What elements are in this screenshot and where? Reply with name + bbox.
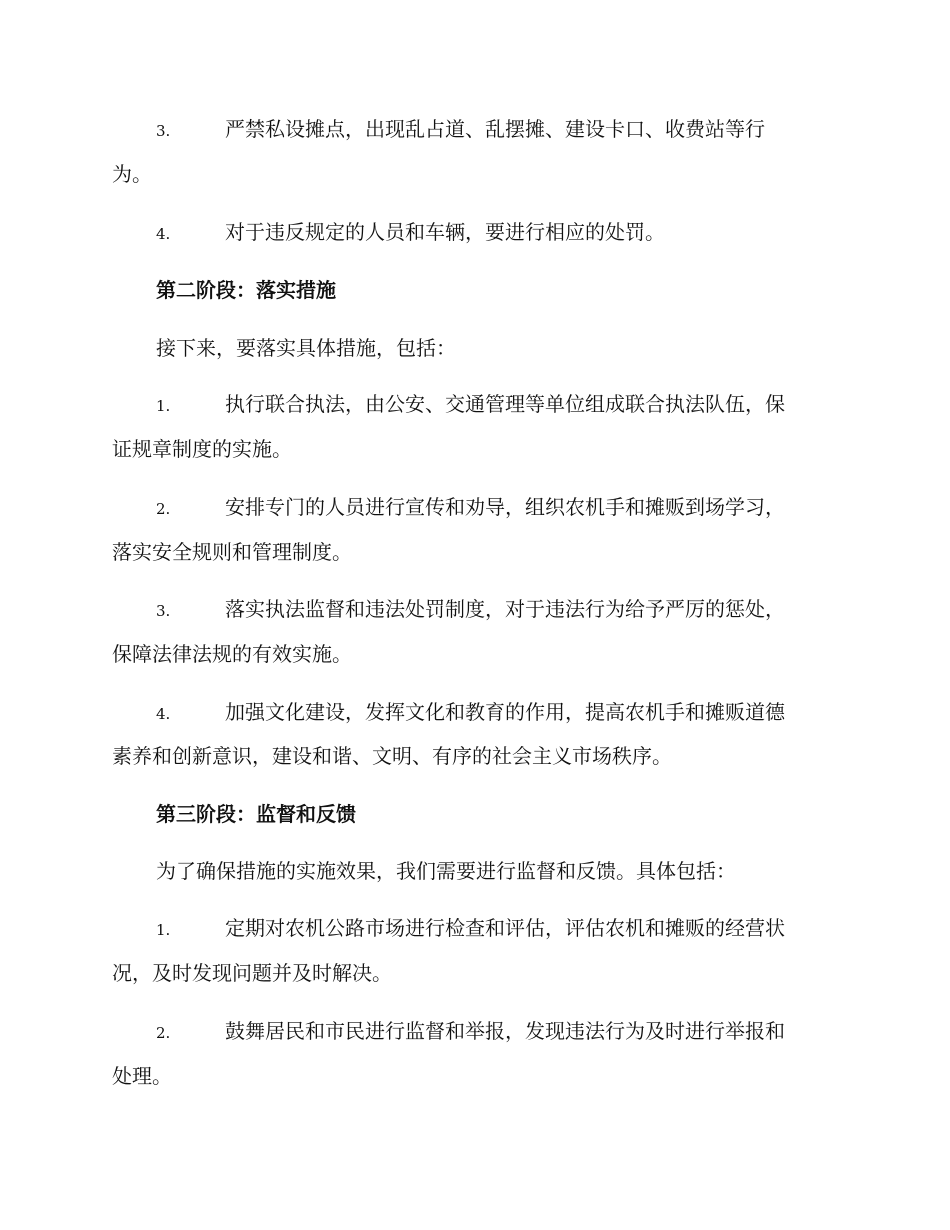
list-item-continuation: 落实安全规则和管理制度。 <box>112 540 352 564</box>
list-text: 安排专门的人员进行宣传和劝导，组织农机手和摊贩到场学习， <box>225 495 785 519</box>
paragraph: 为了确保措施的实施效果，我们需要进行监督和反馈。具体包括： <box>156 859 736 883</box>
list-text: 鼓舞居民和市民进行监督和举报，发现违法行为及时进行举报和 <box>225 1019 785 1043</box>
list-number: 4. <box>156 705 171 723</box>
list-item <box>156 218 881 248</box>
list-number: 1. <box>156 397 171 415</box>
list-item-continuation: 况，及时发现问题并及时解决。 <box>112 961 392 985</box>
list-number: 2. <box>156 1024 171 1042</box>
list-item <box>156 698 881 728</box>
list-item-continuation: 处理。 <box>112 1064 172 1088</box>
list-item <box>156 493 881 523</box>
list-item <box>156 390 881 420</box>
paragraph: 接下来，要落实具体措施，包括： <box>156 336 456 360</box>
list-number: 3. <box>156 122 171 140</box>
list-item-continuation: 素养和创新意识，建设和谐、文明、有序的社会主义市场秩序。 <box>112 744 672 768</box>
list-item <box>156 914 881 944</box>
list-number: 3. <box>156 602 171 620</box>
list-number: 4. <box>156 225 171 243</box>
list-item <box>156 1017 881 1047</box>
section-heading: 第二阶段：落实措施 <box>156 278 336 302</box>
list-item-continuation: 证规章制度的实施。 <box>112 437 292 461</box>
list-item <box>156 595 881 625</box>
list-text: 定期对农机公路市场进行检查和评估，评估农机和摊贩的经营状 <box>225 916 785 940</box>
list-item-continuation: 为。 <box>112 162 152 186</box>
list-text: 严禁私设摊点，出现乱占道、乱摆摊、建设卡口、收费站等行 <box>225 117 765 141</box>
list-number: 1. <box>156 921 171 939</box>
list-number: 2. <box>156 500 171 518</box>
section-heading: 第三阶段：监督和反馈 <box>156 802 356 826</box>
list-text: 落实执法监督和违法处罚制度，对于违法行为给予严厉的惩处， <box>225 597 785 621</box>
list-item-continuation: 保障法律法规的有效实施。 <box>112 642 352 666</box>
list-text: 执行联合执法，由公安、交通管理等单位组成联合执法队伍，保 <box>225 392 785 416</box>
list-text: 对于违反规定的人员和车辆，要进行相应的处罚。 <box>225 220 665 244</box>
list-text: 加强文化建设，发挥文化和教育的作用，提高农机手和摊贩道德 <box>225 700 785 724</box>
list-item <box>156 115 881 145</box>
